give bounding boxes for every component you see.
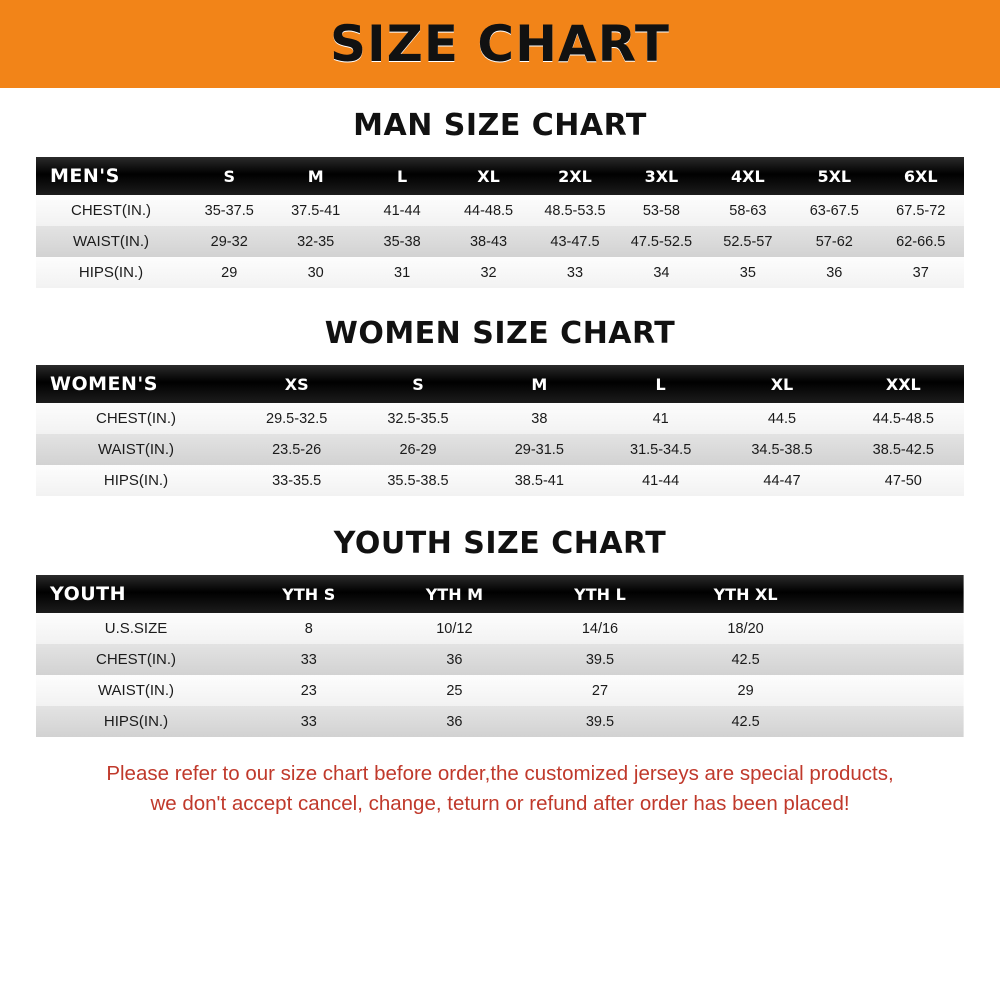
women-table-head — [36, 365, 964, 403]
cell: 35 — [739, 264, 756, 281]
cell: 39.5 — [585, 713, 615, 730]
table-header-row — [36, 575, 964, 613]
page-title: SIZE CHART — [329, 15, 671, 73]
cell: 29.5-32.5 — [266, 410, 328, 427]
cell: 33 — [566, 264, 584, 281]
cell: 25 — [446, 682, 463, 699]
table-row — [36, 706, 964, 737]
column-header: 6XL — [903, 166, 938, 186]
footer-note-line-2: we don't accept cancel, change, teturn or refund after order has been placed! — [150, 792, 850, 815]
row-label: CHEST(IN.) — [96, 410, 176, 427]
cell: 36 — [446, 713, 463, 730]
column-header: WOMEN'S — [50, 373, 158, 395]
cell: 48.5-53.5 — [544, 202, 606, 219]
cell: 35-38 — [383, 233, 421, 250]
column-header: XL — [770, 374, 794, 394]
column-header: YTH S — [282, 584, 336, 604]
row-label: CHEST(IN.) — [96, 651, 176, 668]
cell: 35.5-38.5 — [387, 472, 449, 489]
table-row — [36, 465, 964, 496]
column-header: 4XL — [731, 166, 765, 186]
cell: 36 — [826, 264, 843, 281]
cell: 44.5-48.5 — [872, 410, 934, 427]
section-title-man: MAN SIZE CHART — [353, 108, 647, 143]
cell: 41-44 — [383, 202, 421, 219]
table-header-row — [36, 365, 964, 403]
row-label: WAIST(IN.) — [97, 441, 175, 458]
column-header: MEN'S — [50, 165, 120, 187]
cell: 31.5-34.5 — [630, 441, 692, 458]
cell-spacer — [818, 675, 964, 706]
cell: 38 — [531, 410, 548, 427]
cell-spacer — [818, 644, 964, 675]
cell: 34 — [653, 264, 670, 281]
women-table-body — [36, 403, 964, 496]
row-label: HIPS(IN.) — [103, 472, 169, 489]
cell: 58-63 — [729, 202, 767, 219]
table-wrap-youth — [0, 575, 1000, 737]
column-header: 2XL — [558, 166, 592, 186]
table-header-row — [36, 157, 964, 195]
cell: 52.5-57 — [723, 233, 773, 250]
cell: 31 — [394, 264, 411, 281]
table-row — [36, 644, 964, 675]
table-row — [36, 675, 964, 706]
row-label: U.S.SIZE — [104, 620, 168, 637]
column-header: YOUTH — [50, 583, 127, 605]
men-table-body — [36, 195, 964, 288]
column-header: M — [307, 166, 324, 186]
cell: 39.5 — [585, 651, 615, 668]
column-header: S — [412, 374, 424, 394]
section-title-women: WOMEN SIZE CHART — [324, 316, 676, 351]
cell-spacer — [818, 613, 964, 644]
cell: 37.5-41 — [291, 202, 341, 219]
cell: 44-47 — [763, 472, 801, 489]
cell: 8 — [304, 620, 313, 637]
cell: 32 — [480, 264, 497, 281]
cell: 26-29 — [399, 441, 437, 458]
cell: 42.5 — [731, 651, 760, 668]
cell-spacer — [818, 706, 964, 737]
column-header: M — [531, 374, 548, 394]
row-label: HIPS(IN.) — [103, 713, 169, 730]
cell: 67.5-72 — [896, 202, 946, 219]
table-row — [36, 226, 964, 257]
banner — [0, 0, 1000, 88]
cell: 41-44 — [642, 472, 680, 489]
cell: 33 — [300, 651, 317, 668]
cell: 41 — [652, 410, 669, 427]
column-header: XXL — [885, 374, 921, 394]
column-header: 3XL — [644, 166, 679, 186]
youth-table-head — [36, 575, 964, 613]
cell: 57-62 — [815, 233, 853, 250]
women-size-table — [36, 365, 964, 496]
column-header: YTH L — [574, 584, 626, 604]
cell: 43-47.5 — [550, 233, 600, 250]
cell: 29 — [221, 264, 238, 281]
cell: 29 — [737, 682, 754, 699]
table-wrap-women — [0, 365, 1000, 496]
cell: 37 — [912, 264, 929, 281]
cell: 44-48.5 — [463, 202, 514, 219]
cell: 47-50 — [884, 472, 922, 489]
youth-size-table — [36, 575, 964, 737]
table-row — [36, 613, 964, 644]
table-row — [36, 257, 964, 288]
row-label: HIPS(IN.) — [78, 264, 144, 281]
cell: 30 — [307, 264, 324, 281]
footer-note-line-1: Please refer to our size chart before order,the customized jerseys are special products, — [106, 762, 894, 785]
column-header: L — [655, 374, 666, 394]
table-row — [36, 403, 964, 434]
cell: 38.5-42.5 — [872, 441, 934, 458]
column-header: YTH M — [425, 584, 484, 604]
cell: 38.5-41 — [514, 472, 564, 489]
column-header: 5XL — [817, 166, 852, 186]
cell: 44.5 — [767, 410, 797, 427]
column-header-spacer — [818, 575, 964, 613]
column-header: YTH XL — [713, 584, 778, 604]
cell: 34.5-38.5 — [751, 441, 813, 458]
table-row — [36, 195, 964, 226]
row-label: WAIST(IN.) — [72, 233, 150, 250]
section-title-youth: YOUTH SIZE CHART — [333, 526, 667, 561]
cell: 42.5 — [731, 713, 760, 730]
cell: 14/16 — [581, 620, 619, 637]
footer-note — [0, 759, 1000, 819]
cell: 23.5-26 — [272, 441, 322, 458]
cell: 32-35 — [297, 233, 335, 250]
cell: 35-37.5 — [204, 202, 254, 219]
cell: 62-66.5 — [896, 233, 946, 250]
youth-table-body — [36, 613, 964, 737]
cell: 27 — [591, 682, 609, 699]
cell: 36 — [446, 651, 463, 668]
cell: 23 — [300, 682, 317, 699]
table-wrap-man — [0, 157, 1000, 288]
cell: 10/12 — [436, 620, 473, 637]
column-header: XL — [477, 166, 500, 186]
column-header: L — [396, 166, 408, 186]
men-size-table — [36, 157, 964, 288]
cell: 38-43 — [469, 233, 508, 250]
row-label: WAIST(IN.) — [97, 682, 175, 699]
column-header: S — [223, 166, 235, 186]
cell: 18/20 — [727, 620, 764, 637]
table-row — [36, 434, 964, 465]
column-header: XS — [284, 374, 309, 394]
cell: 29-31.5 — [514, 441, 564, 458]
cell: 33-35.5 — [272, 472, 322, 489]
cell: 63-67.5 — [809, 202, 859, 219]
men-table-head — [36, 157, 964, 195]
cell: 29-32 — [210, 233, 248, 250]
cell: 53-58 — [642, 202, 680, 219]
cell: 33 — [300, 713, 317, 730]
cell: 47.5-52.5 — [630, 233, 693, 250]
cell: 32.5-35.5 — [387, 410, 449, 427]
row-label: CHEST(IN.) — [71, 202, 151, 219]
